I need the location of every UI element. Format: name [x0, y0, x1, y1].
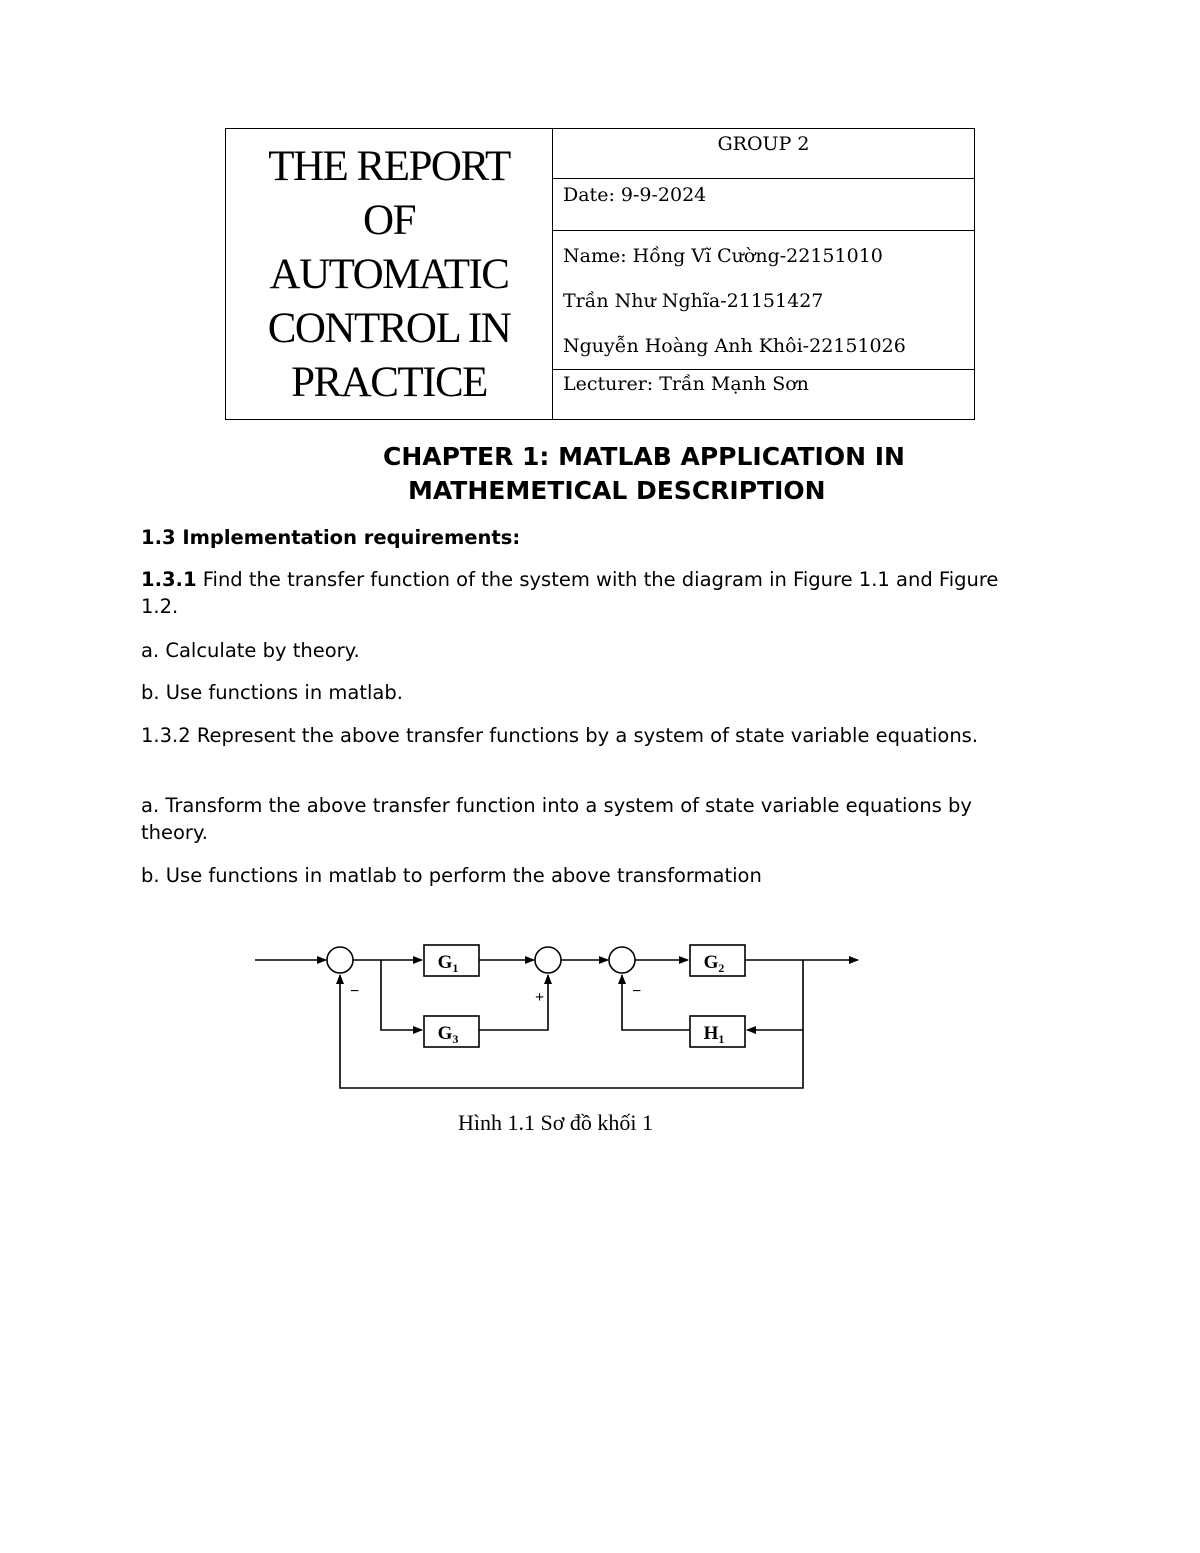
sum2-plus-sign: +: [535, 989, 545, 1006]
h1-label: H: [703, 1023, 719, 1044]
outer-feedback-line: [340, 975, 803, 1088]
item-1-3-2-a: a. Transform the above transfer function into a system of state variable equations by theory.: [141, 794, 972, 844]
section-heading: 1.3 Implementation requirements:: [141, 526, 521, 549]
item-1-3-1-a: a. Calculate by theory.: [141, 639, 360, 662]
g1-label: G: [437, 952, 453, 973]
figure-caption: Hình 1.1 Sơ đồ khối 1: [458, 1110, 653, 1135]
paragraph-1-3-2: 1.3.2 Represent the above transfer functions by a system of state variable equations.: [141, 724, 979, 747]
h1-subscript: 1: [718, 1032, 725, 1046]
chapter-heading-line1: CHAPTER 1: MATLAB APPLICATION IN: [383, 442, 905, 471]
g2-label: G: [703, 952, 719, 973]
g2-subscript: 2: [718, 961, 725, 975]
title-line: AUTOMATIC: [269, 251, 509, 298]
paragraph-number: 1.3.1: [141, 568, 197, 591]
svg-text:G2: [704, 952, 725, 975]
title-line: THE REPORT: [268, 143, 510, 190]
lecturer-label: Lecturer: Trần Mạnh Sơn: [553, 370, 975, 420]
group-label: GROUP 2: [553, 129, 975, 179]
sum-junction-1: [327, 947, 353, 973]
chapter-heading-line2: MATHEMETICAL DESCRIPTION: [408, 476, 826, 505]
member-name: Trần Như Nghĩa-21151427: [563, 290, 824, 312]
title-line: CONTROL IN: [267, 305, 511, 352]
sum3-minus-sign: −: [632, 983, 642, 1000]
block-diagram: [250, 930, 870, 1100]
names-cell: [553, 231, 975, 370]
sum-junction-3: [609, 947, 635, 973]
svg-text:G1: [438, 952, 459, 975]
svg-text:H1: [704, 1023, 725, 1046]
report-title-cell: [226, 129, 553, 420]
paragraph-text: Find the transfer function of the system with the diagram in Figure 1.1 and Figure 1.2.: [141, 568, 999, 618]
report-title: [226, 140, 552, 410]
svg-text:G3: [438, 1023, 459, 1046]
g1-subscript: 1: [452, 961, 459, 975]
report-header-table: [225, 128, 975, 420]
g3-label: G: [437, 1023, 453, 1044]
item-1-3-1-b: b. Use functions in matlab.: [141, 681, 403, 704]
chapter-heading: [383, 440, 983, 508]
sum-junction-2: [535, 947, 561, 973]
g3-subscript: 3: [452, 1032, 459, 1046]
title-line: PRACTICE: [291, 359, 487, 406]
title-line: OF: [363, 197, 415, 244]
paragraph-1-3-1: [141, 566, 1041, 620]
member-name: Nguyễn Hoàng Anh Khôi-22151026: [563, 335, 906, 357]
date-label: Date: 9-9-2024: [553, 179, 975, 231]
member-name: Name: Hồng Vĩ Cường-22151010: [563, 245, 883, 267]
sum1-minus-sign: −: [350, 983, 360, 1000]
item-1-3-2-b: b. Use functions in matlab to perform the above transformation: [141, 864, 762, 887]
